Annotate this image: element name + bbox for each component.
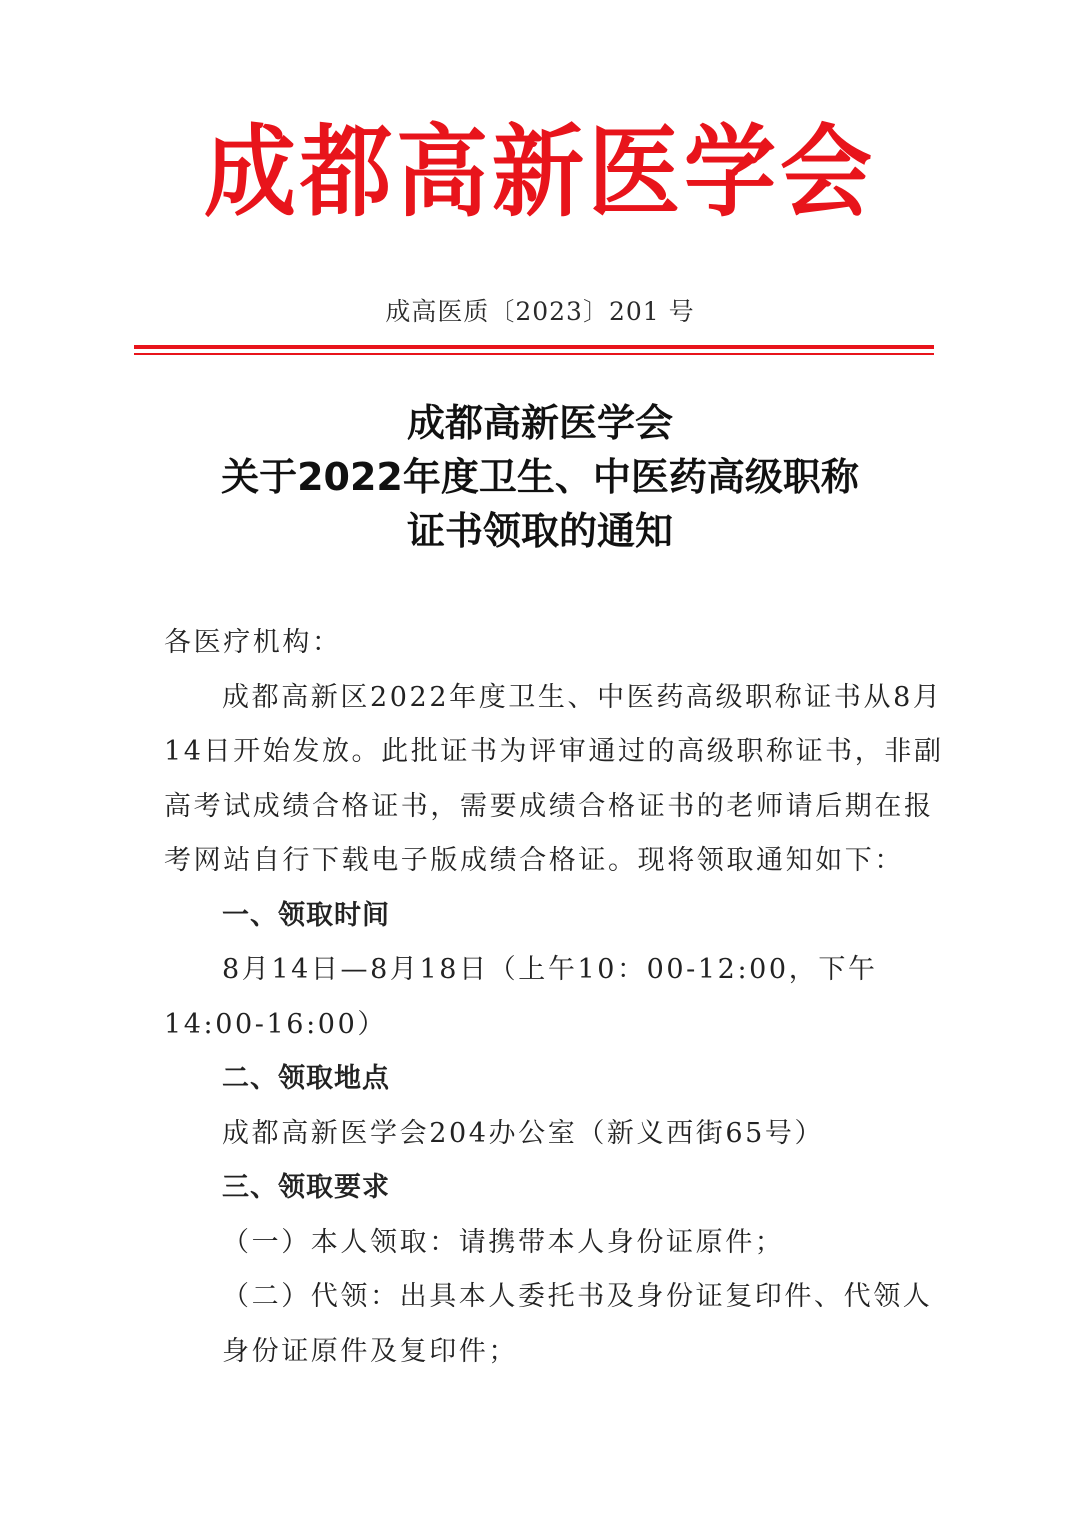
section-heading-location: 二、领取地点 xyxy=(222,1063,390,1094)
red-divider-thick xyxy=(134,345,934,349)
requirement-item-2-line-2: 身份证原件及复印件； xyxy=(222,1335,518,1367)
intro-line-1: 成都高新区2022年度卫生、中医药高级职称证书从8月 xyxy=(222,681,943,713)
intro-line-2: 14日开始发放。此批证书为评审通过的高级职称证书，非副 xyxy=(164,736,944,767)
location-line: 成都高新医学会204办公室（新义西街65号） xyxy=(222,1117,825,1149)
intro-line-3: 高考试成绩合格证书，需要成绩合格证书的老师请后期在报 xyxy=(164,790,934,822)
intro-line-4: 考网站自行下载电子版成绩合格证。现将领取通知如下： xyxy=(164,845,904,876)
notice-title xyxy=(0,396,1080,558)
salutation: 各医疗机构： xyxy=(164,627,342,658)
time-line-1: 8月14日—8月18日（上午10：00-12:00，下午 xyxy=(222,954,878,985)
title-line-3: 证书领取的通知 xyxy=(406,509,673,553)
title-line-2: 关于2022年度卫生、中医药高级职称 xyxy=(221,455,859,499)
requirement-item-1: （一）本人领取：请携带本人身份证原件； xyxy=(222,1226,785,1258)
time-line-2: 14:00-16:00） xyxy=(164,1008,387,1040)
section-heading-time: 一、领取时间 xyxy=(222,899,390,931)
red-divider-thin xyxy=(134,353,934,355)
section-heading-requirements: 三、领取要求 xyxy=(222,1172,390,1203)
masthead-title: 成都高新医学会 xyxy=(203,114,876,231)
title-line-1: 成都高新医学会 xyxy=(406,401,673,445)
notice-body xyxy=(164,616,944,1379)
document-number: 成高医质〔2023〕201 号 xyxy=(385,297,695,326)
requirement-item-2-line-1: （二）代领：出具本人委托书及身份证复印件、代领人 xyxy=(222,1281,933,1312)
